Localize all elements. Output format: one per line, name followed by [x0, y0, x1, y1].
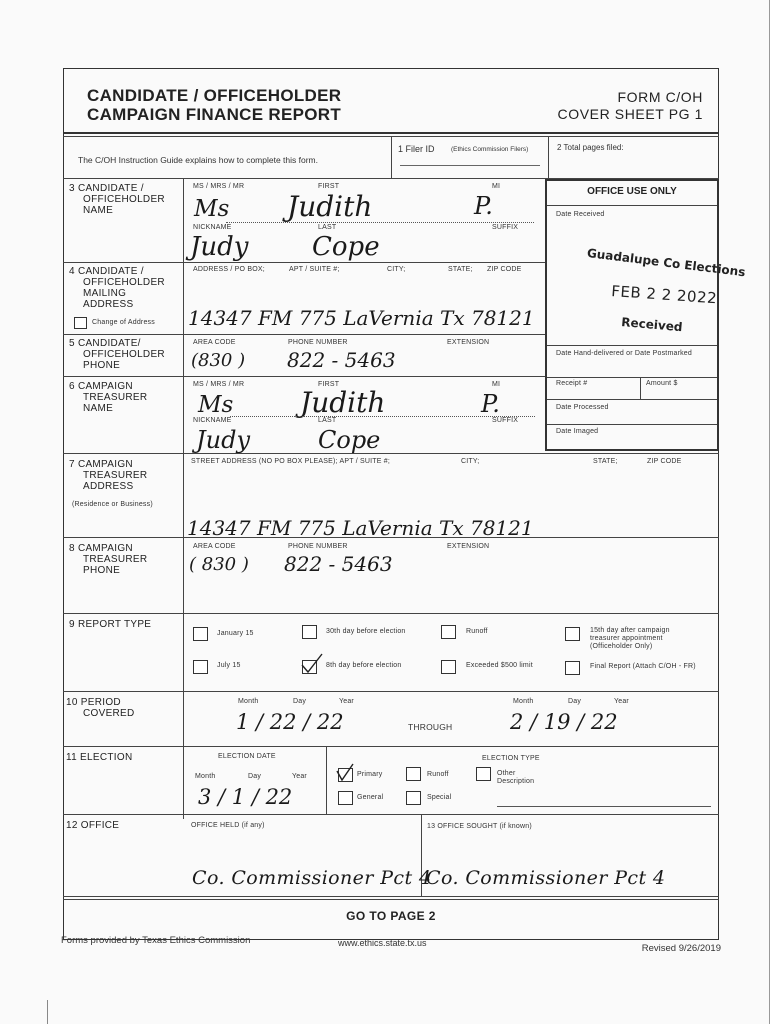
final-report-label: Final Report (Attach C/OH - FR): [590, 663, 696, 670]
8th-day-label: 8th day before election: [326, 662, 402, 669]
divider: [63, 613, 719, 614]
total-pages-label: 2 Total pages filed:: [557, 143, 624, 152]
divider: [63, 746, 719, 747]
divider: [63, 899, 719, 900]
extension-label: EXTENSION: [447, 543, 490, 550]
date-hand-delivered-label: Date Hand-delivered or Date Postmarked: [556, 350, 692, 357]
section5-label: 5 CANDIDATE/ OFFICEHOLDER PHONE: [69, 338, 165, 371]
candidate-ms-value[interactable]: Ms: [194, 196, 230, 222]
received-stamp-county: Guadalupe Co Elections: [586, 246, 747, 280]
section4-label: 4 CANDIDATE / OFFICEHOLDER MAILING ADDRESS: [69, 266, 165, 310]
footer-provided-by: Forms provided by Texas Ethics Commission: [61, 935, 251, 946]
runoff-report-label: Runoff: [466, 628, 488, 635]
date-processed-label: Date Processed: [556, 404, 609, 411]
candidate-phone-value[interactable]: 822 - 5463: [287, 348, 396, 372]
office-sought-label: 13 OFFICE SOUGHT (if known): [427, 823, 532, 830]
30th-day-label: 30th day before election: [326, 628, 406, 635]
candidate-nickname-value[interactable]: Judy: [190, 232, 249, 262]
runoff-report-checkbox[interactable]: [441, 625, 456, 639]
footer-url[interactable]: www.ethics.state.tx.us: [338, 938, 427, 948]
election-date-label: ELECTION DATE: [218, 753, 276, 760]
divider: [63, 262, 545, 263]
primary-label: Primary: [357, 771, 383, 778]
month-label: Month: [513, 698, 534, 705]
state-label: STATE;: [448, 266, 473, 273]
office-use-title: OFFICE USE ONLY: [587, 186, 677, 197]
period-from-value[interactable]: 1 / 22 / 22: [236, 710, 344, 734]
dotted-line: [226, 222, 534, 223]
candidate-area-code-value[interactable]: (830 ): [191, 350, 246, 371]
treasurer-first-value[interactable]: Judith: [300, 386, 386, 419]
mi-label: MI: [492, 381, 501, 388]
month-label: Month: [195, 773, 216, 780]
divider: [547, 377, 717, 378]
divider: [63, 334, 545, 335]
office-held-label: OFFICE HELD (if any): [191, 822, 265, 829]
candidate-mi-value[interactable]: P.: [474, 192, 493, 220]
candidate-last-value[interactable]: Cope: [312, 232, 380, 262]
form-id-line1: FORM C/OH: [617, 89, 703, 105]
year-label: Year: [614, 698, 629, 705]
section11-label: 11 ELECTION: [66, 752, 133, 763]
exceeded-limit-checkbox[interactable]: [441, 660, 456, 674]
exceeded-limit-label: Exceeded $500 limit: [466, 662, 533, 669]
candidate-address-value[interactable]: 14347 FM 775 LaVernia Tx 78121: [188, 306, 535, 330]
general-label: General: [357, 794, 384, 801]
street-address-label: STREET ADDRESS (NO PO BOX PLEASE); APT / SUITE #;: [191, 458, 390, 465]
general-checkbox[interactable]: [338, 791, 353, 805]
15th-day-checkbox[interactable]: [565, 627, 580, 641]
treasurer-area-code-value[interactable]: ( 830 ): [189, 554, 249, 575]
form-title-line2: CAMPAIGN FINANCE REPORT: [87, 105, 342, 124]
15th-day-label: 15th day after campaign treasurer appointment (Officeholder Only): [590, 627, 670, 650]
day-label: Day: [293, 698, 307, 705]
checkmark-icon: [333, 762, 357, 784]
description-field[interactable]: [497, 806, 711, 807]
instructions-text: The C/OH Instruction Guide explains how to complete this form.: [78, 155, 318, 165]
30th-day-checkbox[interactable]: [302, 625, 317, 639]
ms-label: MS / MRS / MR: [193, 183, 245, 190]
other-description-label: Other Description: [497, 770, 535, 785]
received-stamp-label: Received: [620, 315, 684, 335]
filer-id-note: (Ethics Commission Filers): [451, 146, 529, 153]
apt-label: APT / SUITE #;: [289, 266, 340, 273]
page-edge-mark: [47, 1000, 48, 1024]
section10-label: 10 PERIOD COVERED: [66, 697, 135, 719]
filer-id-label: 1 Filer ID: [398, 144, 435, 154]
election-date-value[interactable]: 3 / 1 / 22: [198, 785, 293, 809]
extension-label: EXTENSION: [447, 339, 490, 346]
date-imaged-label: Date Imaged: [556, 428, 599, 435]
change-of-address-checkbox[interactable]: [74, 317, 87, 329]
office-held-value[interactable]: Co. Commissioner Pct 4: [192, 867, 432, 889]
treasurer-address-value[interactable]: 14347 FM 775 LaVernia Tx 78121: [187, 516, 534, 540]
address-label: ADDRESS / PO BOX;: [193, 266, 265, 273]
section9-label: 9 REPORT TYPE: [69, 619, 152, 630]
divider: [63, 132, 719, 134]
office-sought-value[interactable]: Co. Commissioner Pct 4: [426, 867, 666, 889]
date-received-label: Date Received: [556, 211, 605, 218]
special-checkbox[interactable]: [406, 791, 421, 805]
phone-number-label: PHONE NUMBER: [288, 543, 348, 550]
divider: [391, 137, 392, 178]
section6-label: 6 CAMPAIGN TREASURER NAME: [69, 381, 148, 414]
divider: [183, 179, 184, 819]
filer-id-field[interactable]: [400, 165, 540, 166]
form-id-line2: COVER SHEET PG 1: [557, 106, 703, 122]
period-to-value[interactable]: 2 / 19 / 22: [510, 710, 618, 734]
divider: [63, 376, 545, 377]
change-of-address-label: Change of Address: [92, 319, 155, 326]
go-to-page-2: GO TO PAGE 2: [346, 909, 436, 923]
footer-revised: Revised 9/26/2019: [641, 943, 721, 954]
divider: [547, 345, 717, 346]
first-label: FIRST: [318, 183, 340, 190]
zip-label: ZIP CODE: [487, 266, 522, 273]
last-label: LAST: [318, 224, 337, 231]
year-label: Year: [339, 698, 354, 705]
divider: [63, 453, 719, 454]
runoff-election-label: Runoff: [427, 771, 449, 778]
through-label: THROUGH: [408, 722, 453, 732]
area-code-label: AREA CODE: [193, 339, 236, 346]
last-label: LAST: [318, 417, 337, 424]
january15-checkbox[interactable]: [193, 627, 208, 641]
amount-label: Amount $: [646, 380, 678, 387]
treasurer-phone-value[interactable]: 822 - 5463: [284, 552, 393, 576]
divider: [640, 377, 641, 399]
divider: [547, 424, 717, 425]
final-report-checkbox[interactable]: [565, 661, 580, 675]
received-stamp-date: FEB 2 2 2022: [610, 282, 718, 308]
divider: [63, 691, 719, 692]
day-label: Day: [248, 773, 262, 780]
nickname-label: NICKNAME: [193, 224, 232, 231]
mi-label: MI: [492, 183, 501, 190]
form-title-line1: CANDIDATE / OFFICEHOLDER: [87, 86, 342, 105]
divider: [63, 896, 719, 897]
suffix-label: SUFFIX: [492, 417, 519, 424]
divider: [547, 205, 717, 206]
january15-label: January 15: [217, 630, 254, 637]
divider: [326, 747, 327, 814]
city-label: CITY;: [461, 458, 480, 465]
checkmark-icon: [297, 652, 325, 676]
suffix-label: SUFFIX: [492, 224, 519, 231]
special-label: Special: [427, 794, 452, 801]
first-label: FIRST: [318, 381, 340, 388]
residence-or-business-label: (Residence or Business): [72, 501, 153, 508]
divider: [63, 537, 719, 538]
divider: [63, 814, 719, 815]
candidate-first-value[interactable]: Judith: [287, 190, 373, 223]
zip-label: ZIP CODE: [647, 458, 682, 465]
divider: [548, 137, 549, 178]
election-type-label: ELECTION TYPE: [482, 755, 540, 762]
treasurer-ms-value[interactable]: Ms: [198, 392, 234, 418]
day-label: Day: [568, 698, 582, 705]
treasurer-last-value[interactable]: Cope: [318, 426, 381, 454]
dotted-line: [230, 416, 535, 417]
section7-label: 7 CAMPAIGN TREASURER ADDRESS: [69, 459, 148, 492]
section12-label: 12 OFFICE: [66, 820, 120, 831]
section3-label: 3 CANDIDATE / OFFICEHOLDER NAME: [69, 183, 165, 216]
treasurer-nickname-value[interactable]: Judy: [196, 426, 250, 454]
section8-label: 8 CAMPAIGN TREASURER PHONE: [69, 543, 148, 576]
area-code-label: AREA CODE: [193, 543, 236, 550]
month-label: Month: [238, 698, 259, 705]
runoff-election-checkbox[interactable]: [406, 767, 421, 781]
nickname-label: NICKNAME: [193, 417, 232, 424]
divider: [547, 399, 717, 400]
other-election-checkbox[interactable]: [476, 767, 491, 781]
july15-checkbox[interactable]: [193, 660, 208, 674]
city-label: CITY;: [387, 266, 406, 273]
phone-number-label: PHONE NUMBER: [288, 339, 348, 346]
treasurer-mi-value[interactable]: P.: [481, 390, 500, 418]
ms-label: MS / MRS / MR: [193, 381, 245, 388]
july15-label: July 15: [217, 662, 241, 669]
state-label: STATE;: [593, 458, 618, 465]
year-label: Year: [292, 773, 307, 780]
receipt-label: Receipt #: [556, 380, 588, 387]
